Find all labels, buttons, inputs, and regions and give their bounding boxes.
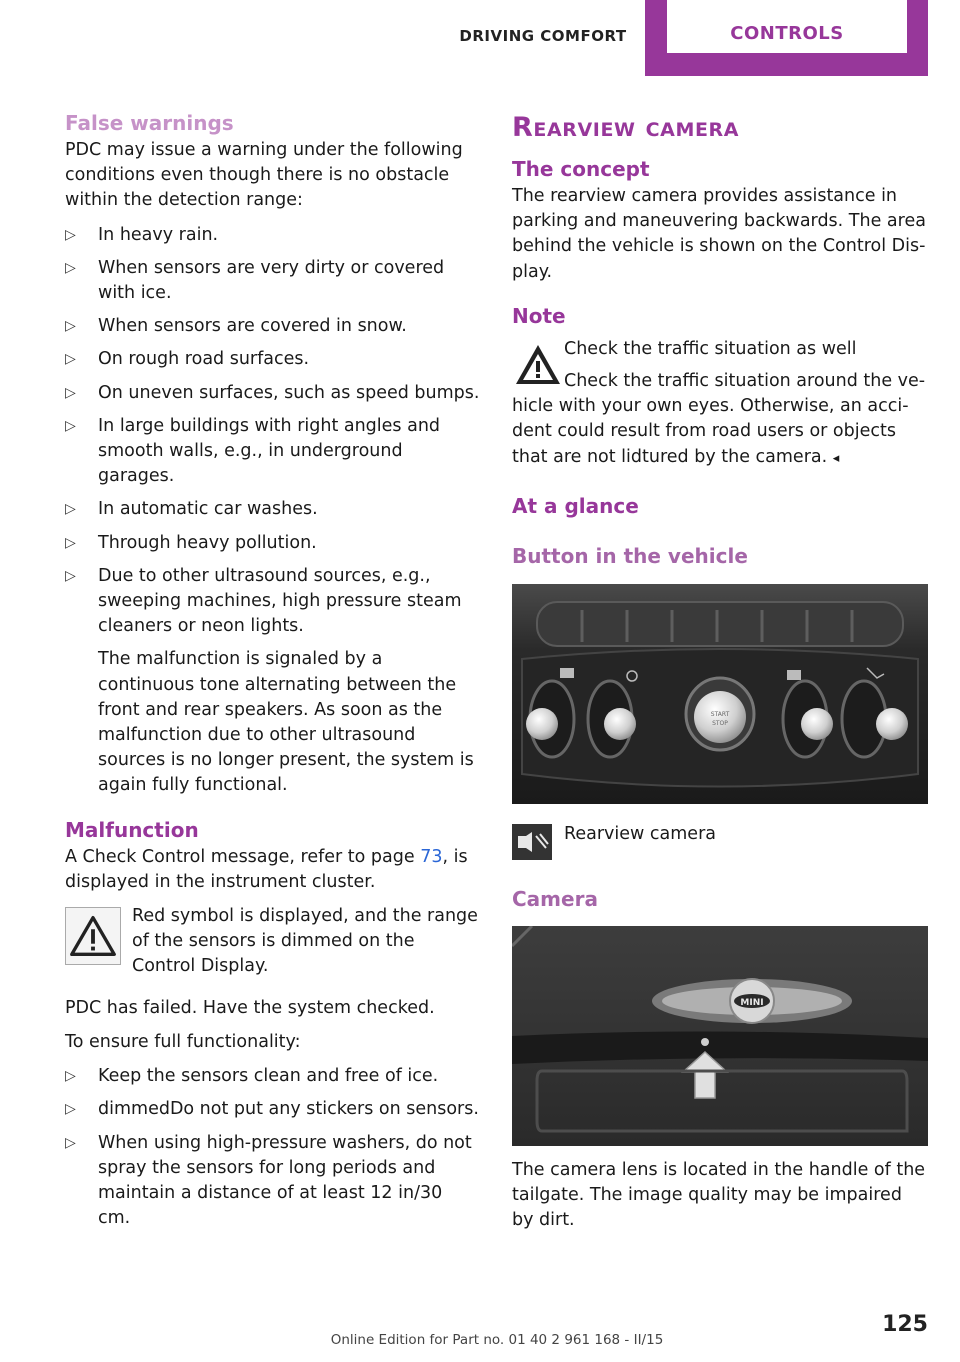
bullet-icon: ▷ [65,318,76,335]
list-item: ▷ dimmedDo not put any stickers on sensors. [65,1097,480,1122]
rearview-camera-icon [512,824,552,860]
header-chapter-tab [645,0,928,76]
ensure-text: To ensure full functionality: [65,1031,301,1052]
camera-text: The camera lens is located in the handle of the tailgate. The image quality may be impaired by dirt. [512,1159,926,1231]
concept-heading: The concept [512,157,650,181]
false-warnings-intro: PDC may issue a warning under the following conditions even though there is no obstacle within the detection range: [65,140,463,211]
button-heading: Button in the vehicle [512,543,748,568]
header-chapter-label: CONTROLS [667,0,907,53]
bullet-icon: ▷ [65,226,76,243]
end-mark-icon: ◂ [832,450,840,466]
malfunction-warning [65,904,480,980]
rearview-camera-label: Rearview camera [564,823,716,844]
svg-text:STOP: STOP [712,719,728,727]
bullet-icon: ▷ [65,417,76,434]
note-warning [512,337,928,394]
malfunction-warning-text: Red symbol is displayed, and the range of the sensors is dimmed on the Control Display. [132,906,478,977]
page-number: 125 [882,1312,928,1337]
list-item: ▷ On uneven surfaces, such as speed bumps. [65,381,480,406]
list-item: ▷ In heavy rain. [65,223,480,248]
warning-triangle-icon [65,907,121,965]
glance-heading: At a glance [512,493,639,518]
malfunction-text: A Check Control message, refer to page 73, is displayed in the instrument cluster. [65,846,468,892]
false-warnings-heading: False warnings [65,111,234,135]
false-warnings-list [65,223,480,799]
page-link[interactable]: 73 [420,846,443,867]
bullet-icon: ▷ [65,1068,76,1085]
list-item: ▷ When using high-pressure washers, do not spray the sensors for long periods and maintain a distance of at least 12 in/30 cm. [65,1132,472,1229]
bullet-icon: ▷ [65,1134,76,1151]
camera-heading: Camera [512,886,598,911]
bullet-icon: ▷ [65,1101,76,1118]
note-line1: Check the traffic situation around the ve- [564,371,926,392]
list-item: ▷ Keep the sensors clean and free of ice. [65,1064,480,1089]
note-text: hicle with your own eyes. Otherwise, an acci-dent could result from road users or objects that are not lidtured by the camera. ◂ [512,396,909,467]
list-item: ▷ In large buildings with right angles and smooth walls, e.g., in underground garages. [65,415,441,487]
concept-text: The rearview camera provides assistance in parking and maneuvering backwards. The area behind the vehicle is shown on the Control Dis-play. [512,186,926,282]
note-title: Check the traffic situation as well [564,338,857,359]
footer-edition: Online Edition for Part no. 01 40 2 961 168 - II/15 [330,1332,664,1348]
list-item: ▷ On rough road surfaces. [65,347,480,372]
list-item: ▷ In automatic car washes. [65,497,480,522]
section-title: Rearview camera [512,112,740,143]
right-column [512,108,928,1233]
list-item-continuation: The malfunction is signaled by a continuous tone alternating between the front and rear speakers. As soon as the malfunction due to other ultrasound sources is no longer present, the system is again fully functional. [98,649,474,796]
button-panel-image [512,584,928,804]
mini-logo-text: MINI [740,997,764,1008]
camera-location-image [512,926,928,1146]
left-column [65,108,480,1231]
svg-text:START: START [710,710,730,718]
bullet-icon: ▷ [65,259,76,276]
bullet-icon: ▷ [65,384,76,401]
list-item: ▷ When sensors are very dirty or covered with ice. [65,257,445,304]
note-heading: Note [512,303,566,328]
ensure-list [65,1064,480,1231]
list-item: ▷ Through heavy pollution. [65,531,480,556]
bullet-icon: ▷ [65,534,76,551]
header-section-label: DRIVING COMFORT [459,27,627,45]
failed-text: PDC has failed. Have the system checked. [65,997,435,1018]
list-item: ▷ Due to other ultrasound sources, e.g., sweeping machines, high pressure steam cleaners or neon lights. The malfunction is signaled by a continuous tone alternating between the front and rear speakers. As soon as the malfunction due to other ultrasound sources is no longer present, the system is again fully functional. [65,564,480,799]
bullet-icon: ▷ [65,567,76,584]
list-item: ▷ When sensors are covered in snow. [65,314,480,339]
rearview-camera-button-row [512,822,928,862]
bullet-icon: ▷ [65,351,76,368]
bullet-icon: ▷ [65,501,76,518]
malfunction-heading: Malfunction [65,817,199,842]
warning-triangle-icon [512,340,564,392]
